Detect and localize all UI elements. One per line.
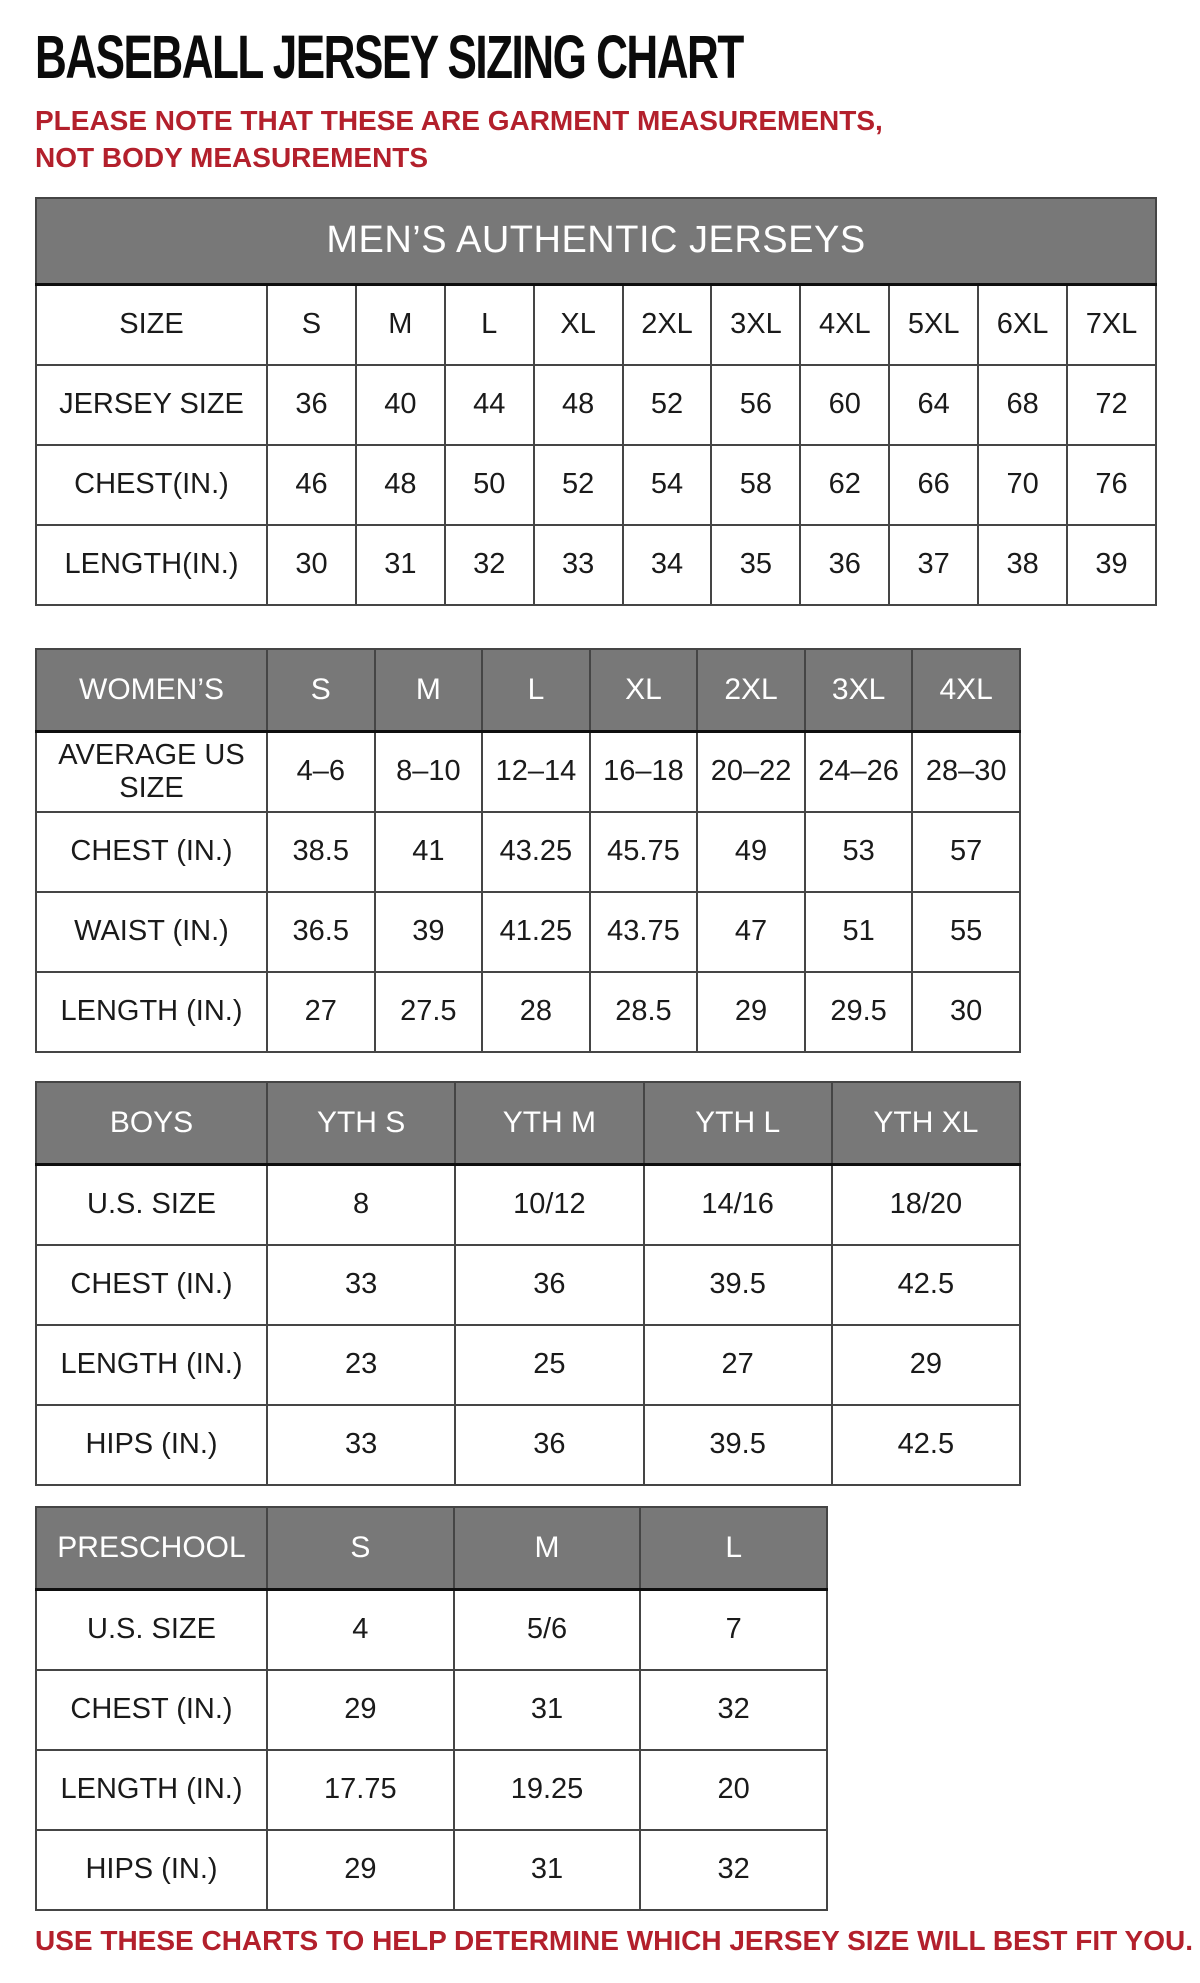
value-cell: 36 [267, 365, 356, 445]
table-row [36, 284, 1156, 365]
value-cell: 76 [1067, 445, 1156, 525]
value-cell: 27 [644, 1325, 832, 1405]
value-cell: 17.75 [267, 1750, 454, 1830]
row-label: U.S. SIZE [36, 1164, 267, 1245]
value-cell: 25 [455, 1325, 643, 1405]
value-cell: 27.5 [375, 972, 483, 1052]
value-cell: 23 [267, 1325, 455, 1405]
value-cell: 36 [455, 1245, 643, 1325]
value-cell: 31 [454, 1670, 641, 1750]
value-cell: 36 [455, 1405, 643, 1485]
row-label: AVERAGE US SIZE [36, 731, 267, 812]
value-cell: 30 [912, 972, 1020, 1052]
table-row [36, 1245, 1020, 1325]
row-label: HIPS (IN.) [36, 1830, 267, 1910]
value-cell: 43.75 [590, 892, 698, 972]
mens-authentic-jerseys-table [35, 197, 1157, 606]
row-label: JERSEY SIZE [36, 365, 267, 445]
size-column-header: M [454, 1507, 641, 1590]
value-cell: 31 [454, 1830, 641, 1910]
value-cell: 14/16 [644, 1164, 832, 1245]
table-row [36, 731, 1020, 812]
value-cell: 24–26 [805, 731, 913, 812]
value-cell: 29 [267, 1670, 454, 1750]
value-cell: 38.5 [267, 812, 375, 892]
row-label: CHEST(IN.) [36, 445, 267, 525]
value-cell: 60 [800, 365, 889, 445]
value-cell: 56 [711, 365, 800, 445]
value-cell: 29.5 [805, 972, 913, 1052]
value-cell: 28.5 [590, 972, 698, 1052]
table-row [36, 1830, 827, 1910]
value-cell: 33 [267, 1405, 455, 1485]
value-cell: 47 [697, 892, 805, 972]
value-cell: 45.75 [590, 812, 698, 892]
value-cell: 29 [267, 1830, 454, 1910]
value-cell: 31 [356, 525, 445, 605]
value-cell: 40 [356, 365, 445, 445]
value-cell: 39 [375, 892, 483, 972]
value-cell: 4 [267, 1589, 454, 1670]
size-column-header: YTH M [455, 1082, 643, 1165]
row-label: CHEST (IN.) [36, 812, 267, 892]
size-column-header: XL [590, 649, 698, 732]
table-row [36, 1670, 827, 1750]
table-banner: MEN’S AUTHENTIC JERSEYS [36, 198, 1156, 285]
size-column-header: 2XL [697, 649, 805, 732]
size-column-header: S [267, 649, 375, 732]
value-cell: 41 [375, 812, 483, 892]
value-cell: 39.5 [644, 1405, 832, 1485]
value-cell: 58 [711, 445, 800, 525]
value-cell: M [356, 284, 445, 365]
preschool-sizing-table [35, 1506, 828, 1911]
value-cell: 41.25 [482, 892, 590, 972]
value-cell: 20 [640, 1750, 827, 1830]
value-cell: 32 [445, 525, 534, 605]
row-label: WAIST (IN.) [36, 892, 267, 972]
value-cell: 27 [267, 972, 375, 1052]
value-cell: 38 [978, 525, 1067, 605]
size-column-header: S [267, 1507, 454, 1590]
value-cell: 35 [711, 525, 800, 605]
value-cell: 42.5 [832, 1245, 1020, 1325]
table-row [36, 812, 1020, 892]
value-cell: 34 [623, 525, 712, 605]
value-cell: 66 [889, 445, 978, 525]
value-cell: 7 [640, 1589, 827, 1670]
size-column-header: L [482, 649, 590, 732]
value-cell: 49 [697, 812, 805, 892]
value-cell: 36.5 [267, 892, 375, 972]
value-cell: 29 [832, 1325, 1020, 1405]
value-cell: 10/12 [455, 1164, 643, 1245]
value-cell: 32 [640, 1830, 827, 1910]
value-cell: 28 [482, 972, 590, 1052]
boys-sizing-table [35, 1081, 1021, 1486]
row-label: U.S. SIZE [36, 1589, 267, 1670]
value-cell: 48 [356, 445, 445, 525]
value-cell: 6XL [978, 284, 1067, 365]
value-cell: 64 [889, 365, 978, 445]
value-cell: 20–22 [697, 731, 805, 812]
table-row [36, 1325, 1020, 1405]
value-cell: 39.5 [644, 1245, 832, 1325]
table-row [36, 525, 1156, 605]
value-cell: 28–30 [912, 731, 1020, 812]
row-label: LENGTH(IN.) [36, 525, 267, 605]
size-column-header: YTH S [267, 1082, 455, 1165]
row-label: LENGTH (IN.) [36, 972, 267, 1052]
footer-note: USE THESE CHARTS TO HELP DETERMINE WHICH JERSEY SIZE WILL BEST FIT YOU. [35, 1924, 1193, 1956]
value-cell: 51 [805, 892, 913, 972]
row-label: LENGTH (IN.) [36, 1750, 267, 1830]
size-column-header: 4XL [912, 649, 1020, 732]
value-cell: 33 [534, 525, 623, 605]
value-cell: 4–6 [267, 731, 375, 812]
value-cell: 29 [697, 972, 805, 1052]
value-cell: 19.25 [454, 1750, 641, 1830]
value-cell: 5/6 [454, 1589, 641, 1670]
table-header-label: WOMEN’S [36, 649, 267, 732]
value-cell: 43.25 [482, 812, 590, 892]
table-row [36, 365, 1156, 445]
value-cell: 52 [534, 445, 623, 525]
value-cell: 8 [267, 1164, 455, 1245]
value-cell: 50 [445, 445, 534, 525]
value-cell: 7XL [1067, 284, 1156, 365]
table-header-label: PRESCHOOL [36, 1507, 267, 1590]
table-row [36, 1164, 1020, 1245]
table-header-label: BOYS [36, 1082, 267, 1165]
size-column-header: YTH L [644, 1082, 832, 1165]
value-cell: 68 [978, 365, 1067, 445]
value-cell: 12–14 [482, 731, 590, 812]
value-cell: 32 [640, 1670, 827, 1750]
value-cell: 8–10 [375, 731, 483, 812]
value-cell: 53 [805, 812, 913, 892]
size-column-header: 3XL [805, 649, 913, 732]
table-row [36, 1750, 827, 1830]
value-cell: 2XL [623, 284, 712, 365]
value-cell: 4XL [800, 284, 889, 365]
table-row [36, 1405, 1020, 1485]
page-title: BASEBALL JERSEY SIZING CHART [35, 23, 743, 92]
row-label: SIZE [36, 284, 267, 365]
table-row [36, 445, 1156, 525]
table-row [36, 892, 1020, 972]
row-label: HIPS (IN.) [36, 1405, 267, 1485]
value-cell: 18/20 [832, 1164, 1020, 1245]
garment-measurements-note: PLEASE NOTE THAT THESE ARE GARMENT MEASUREMENTS, NOT BODY MEASUREMENTS [35, 105, 883, 173]
value-cell: 70 [978, 445, 1067, 525]
value-cell: 33 [267, 1245, 455, 1325]
value-cell: 72 [1067, 365, 1156, 445]
value-cell: 36 [800, 525, 889, 605]
value-cell: XL [534, 284, 623, 365]
value-cell: 30 [267, 525, 356, 605]
value-cell: L [445, 284, 534, 365]
value-cell: 54 [623, 445, 712, 525]
value-cell: 55 [912, 892, 1020, 972]
table-row [36, 1589, 827, 1670]
table-row [36, 972, 1020, 1052]
value-cell: 48 [534, 365, 623, 445]
value-cell: 46 [267, 445, 356, 525]
size-column-header: L [640, 1507, 827, 1590]
value-cell: 16–18 [590, 731, 698, 812]
value-cell: 42.5 [832, 1405, 1020, 1485]
value-cell: 37 [889, 525, 978, 605]
row-label: LENGTH (IN.) [36, 1325, 267, 1405]
row-label: CHEST (IN.) [36, 1245, 267, 1325]
value-cell: 57 [912, 812, 1020, 892]
row-label: CHEST (IN.) [36, 1670, 267, 1750]
value-cell: 62 [800, 445, 889, 525]
value-cell: 52 [623, 365, 712, 445]
size-column-header: YTH XL [832, 1082, 1020, 1165]
size-column-header: M [375, 649, 483, 732]
value-cell: 39 [1067, 525, 1156, 605]
value-cell: 44 [445, 365, 534, 445]
value-cell: 5XL [889, 284, 978, 365]
womens-sizing-table [35, 648, 1021, 1053]
value-cell: 3XL [711, 284, 800, 365]
value-cell: S [267, 284, 356, 365]
